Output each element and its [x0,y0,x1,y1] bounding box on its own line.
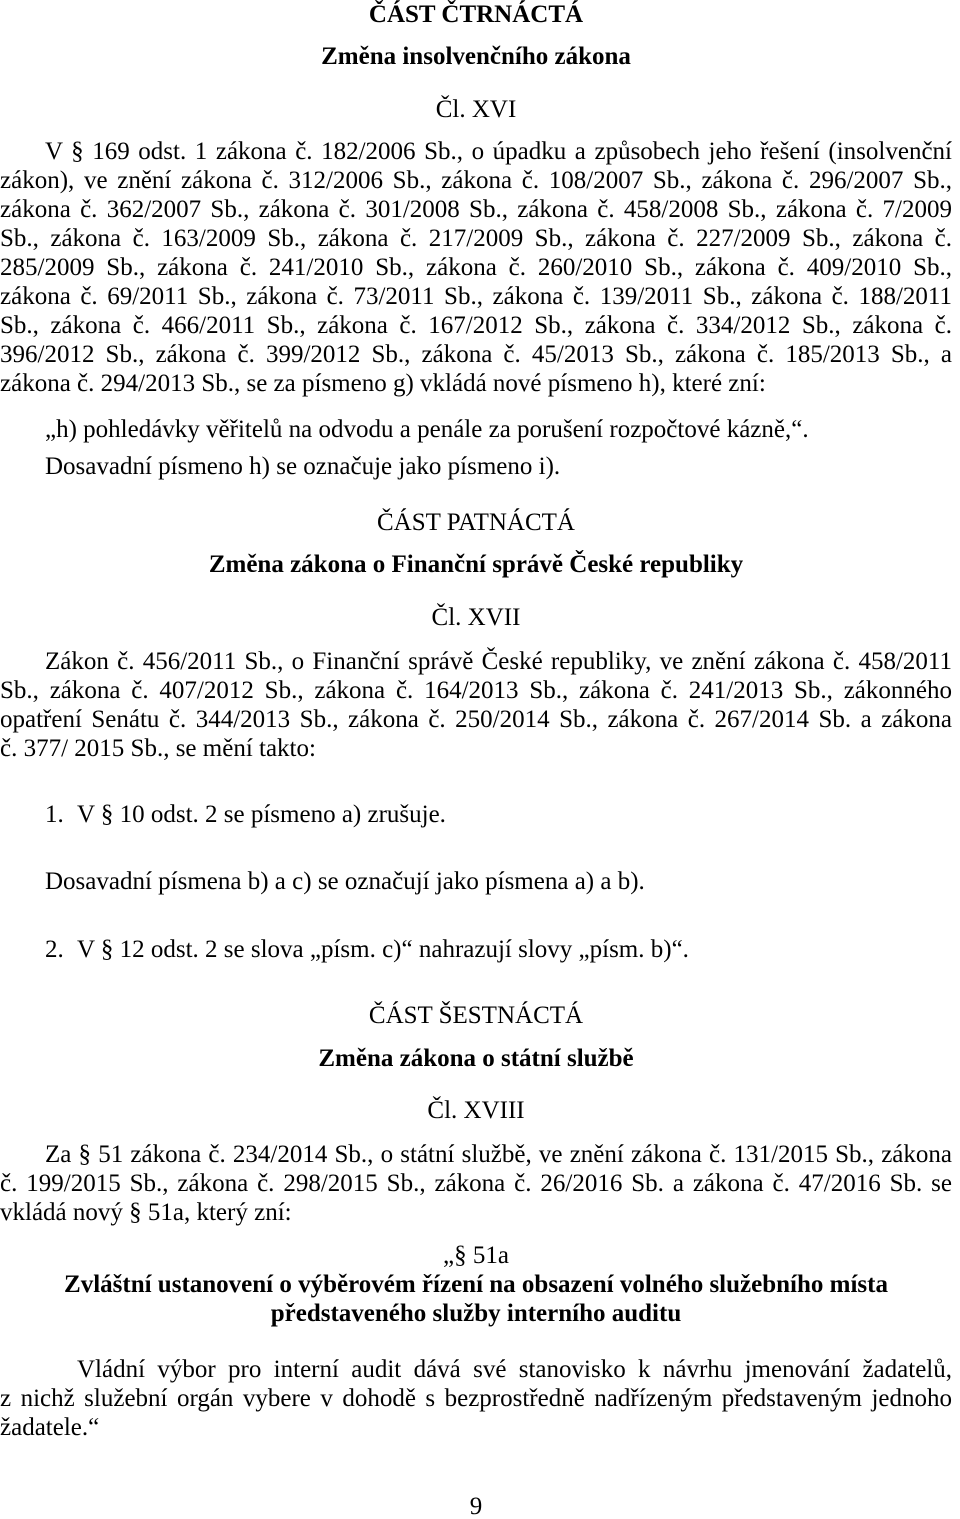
amendment-point-2 [0,935,952,964]
amendment-paragraph [0,1140,952,1227]
renumbering-note: Dosavadní písmena b) a c) se označují jako písmena a) a b). [45,868,645,895]
renumbering-note: Dosavadní písmeno h) se označuje jako písmeno i). [45,453,561,480]
paragraph-line: 285/2009 Sb., zákona č. 241/2010 Sb., zákona č. 260/2010 Sb., zákona č. 409/2010 Sb., [0,254,952,281]
paragraph-line: Zákon č. 456/2011 Sb., o Finanční správě České republiky, ve znění zákona č. 458/2011 [45,648,952,675]
paragraph-line: zákona č. 294/2013 Sb., se za písmeno g) vkládá nové písmeno h), které zní: [0,370,766,397]
part-title: Změna insolvenčního zákona [321,43,631,70]
page-number: 9 [469,1493,483,1519]
point-text: V § 10 odst. 2 se písmeno a) zrušuje. [77,801,446,828]
paragraph-line: Sb., zákona č. 163/2009 Sb., zákona č. 217/2009 Sb., zákona č. 227/2009 Sb., zákona č. [0,225,952,252]
paragraph-line: Sb., zákona č. 407/2012 Sb., zákona č. 164/2013 Sb., zákona č. 241/2013 Sb., zákonného [0,677,952,704]
paragraph-line: opatření Senátu č. 344/2013 Sb., zákona č. 250/2014 Sb., zákona č. 267/2014 Sb. a zákona [0,706,952,733]
paragraph-line: žadatele.“ [0,1414,100,1441]
paragraph-line: 396/2012 Sb., zákona č. 399/2012 Sb., zákona č. 45/2013 Sb., zákona č. 185/2013 Sb., a [0,341,952,368]
amendment-paragraph [0,137,952,398]
paragraph-line: vkládá nový § 51a, který zní: [0,1199,292,1226]
inserted-provision: „h) pohledávky věřitelů na odvodu a penále za porušení rozpočtové kázně,“. [45,416,809,443]
paragraph-line: č. 199/2015 Sb., zákona č. 298/2015 Sb., zákona č. 26/2016 Sb. a zákona č. 47/2016 Sb. se [0,1170,952,1197]
part-title: Změna zákona o státní službě [318,1045,634,1072]
section-title: Zvláštní ustanovení o výběrovém řízení na obsazení volného služebního místa představeného služby interního auditu [64,1271,888,1327]
article-number: Čl. XVIII [427,1097,525,1124]
paragraph-line: Sb., zákona č. 466/2011 Sb., zákona č. 167/2012 Sb., zákona č. 334/2012 Sb., zákona č. [0,312,952,339]
article-number: Čl. XVII [431,604,521,631]
part-heading: ČÁST ČTRNÁCTÁ [368,1,584,28]
paragraph-line: zákona č. 362/2007 Sb., zákona č. 301/2008 Sb., zákona č. 458/2008 Sb., zákona č. 7/2009 [0,196,952,223]
article-number: Čl. XVI [435,96,517,123]
section-number: „§ 51a [443,1242,509,1269]
paragraph-line: Za § 51 zákona č. 234/2014 Sb., o státní službě, ve znění zákona č. 131/2015 Sb., zákona [45,1141,952,1168]
part-heading: ČÁST ŠESTNÁCTÁ [368,1002,584,1029]
section-text [0,1355,952,1442]
amendment-paragraph [0,647,952,763]
paragraph-line: zákona č. 69/2011 Sb., zákona č. 73/2011 Sb., zákona č. 139/2011 Sb., zákona č. 188/2011 [0,283,952,310]
point-number: 1. [45,801,64,828]
part-title: Změna zákona o Finanční správě České republiky [208,551,744,578]
paragraph-line: zákon), ve znění zákona č. 312/2006 Sb., zákona č. 108/2007 Sb., zákona č. 296/2007 Sb., [0,167,952,194]
amendment-point-1 [0,800,952,829]
paragraph-line: z nichž služební orgán vybere v dohodě s bezprostředně nadřízeným představeným jednoho [0,1385,952,1412]
point-number: 2. [45,936,64,963]
paragraph-line: Vládní výbor pro interní audit dává své stanovisko k návrhu jmenování žadatelů, [77,1356,952,1383]
paragraph-line: č. 377/ 2015 Sb., se mění takto: [0,735,316,762]
part-heading: ČÁST PATNÁCTÁ [377,509,575,536]
paragraph-line: V § 169 odst. 1 zákona č. 182/2006 Sb., o úpadku a způsobech jeho řešení (insolvenční [45,138,952,165]
point-text: V § 12 odst. 2 se slova „písm. c)“ nahrazují slovy „písm. b)“. [77,936,689,963]
